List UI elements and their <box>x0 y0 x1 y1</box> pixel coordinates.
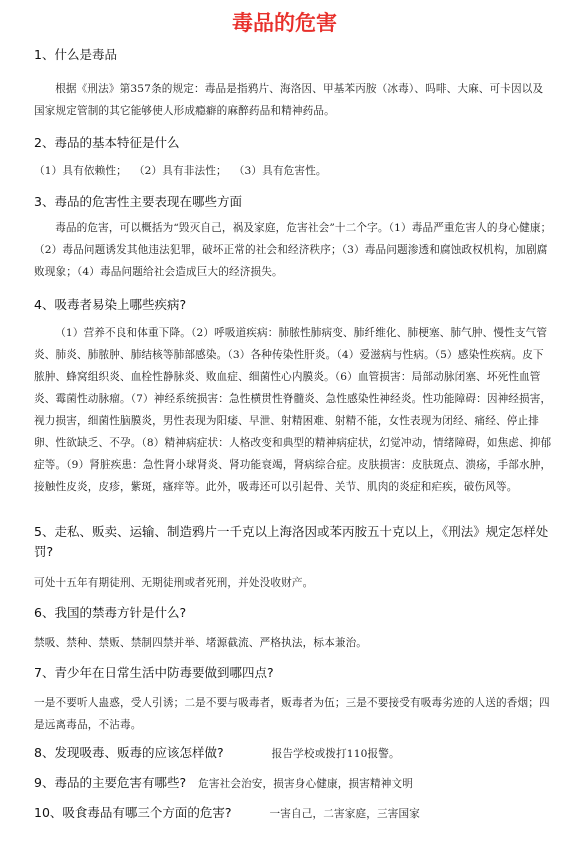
section-5-body: 可处十五年有期徒刑、无期徒刑或者死刑，并处没收财产。 <box>34 577 314 589</box>
section-1-heading: 1、什么是毒品 <box>34 47 117 62</box>
section-3-body: 毒品的危害，可以概括为“毁灭自己，祸及家庭，危害社会”十二个字。（1）毒品严重危害人的身心健康；（2）毒品问题诱发其他违法犯罪，破坏正常的社会和经济秩序；（3）毒品问题渗透和腐蚀政权机构，加剧腐败现象；（4）毒品问题给社会造成巨大的经济损失。 <box>34 222 552 278</box>
section-6-body: 禁吸、禁种、禁贩、禁制四禁并举、堵源截流、严格执法，标本兼治。 <box>34 637 368 649</box>
section-4-heading: 4、吸毒者易染上哪些疾病? <box>34 297 187 312</box>
section-4-body: （1）营养不良和体重下降。（2）呼吸道疾病：肺脓性肺病变、肺纤维化、肺梗塞、肺气肿、慢性支气管炎、肺炎、肺脓肿、肺结核等肺部感染。（3）各种传染性肝炎。（4）爱滋病与性病。（5）感染性疾病。皮下脓肿、蜂窝组织炎、血栓性静脉炎、败血症、细菌性心内膜炎。（6）血管损害：局部动脉闭塞、坏死性血管炎、霉菌性动脉瘤。（7）神经系统损害：急性横贯性脊髓炎、急性感染性神经炎。性功能障碍：因神经损害，视力损害，细菌性脑膜炎，男性表现为阳痿、早泄、射精困难、射精不能，女性表现为闭经、痛经、停止排卵、性欲缺乏、不孕。（8）精神病症状：人格改变和典型的精神病症状，幻觉冲动，情绪障碍，如焦虑、抑郁症等。（9）肾脏疾患：急性肾小球肾炎、肾功能衰竭，肾病综合症。皮肤损害：皮肤斑点、溃疡，手部水肿，接触性皮炎，皮疹，紫斑，瘙痒等。此外，吸毒还可以引起骨、关节、肌肉的炎症和疟疾，破伤风等。 <box>34 327 552 493</box>
section-10-body: 一害自己，二害家庭，三害国家 <box>269 808 420 820</box>
document-title: 毒品的危害 <box>232 11 337 35</box>
section-2-body: （1）具有依赖性； （2）具有非法性； （3）具有危害性。 <box>34 165 327 177</box>
section-1 <box>34 46 554 122</box>
section-5 <box>34 522 554 594</box>
section-7-heading: 7、青少年在日常生活中防毒要做到哪四点? <box>34 665 274 680</box>
section-8-heading: 8、发现吸毒、贩毒的应该怎样做? <box>34 745 224 760</box>
section-2 <box>34 134 554 182</box>
section-7 <box>34 664 554 736</box>
section-9-body: 危害社会治安，损害身心健康，损害精神文明 <box>198 778 413 790</box>
section-9 <box>34 774 554 793</box>
section-4 <box>34 296 554 498</box>
section-9-heading: 9、毒品的主要危害有哪些? <box>34 775 187 790</box>
section-8 <box>34 744 554 763</box>
section-10 <box>34 804 554 823</box>
section-3-heading: 3、毒品的危害性主要表现在哪些方面 <box>34 194 242 209</box>
section-1-body: 根据《刑法》第357条的规定：毒品是指鸦片、海洛因、甲基苯丙胺（冰毒）、吗啡、大麻、可卡因以及国家规定管制的其它能够使人形成瘾癖的麻醉药品和精神药品。 <box>34 83 544 117</box>
section-7-body: 一是不要听人蛊惑，受人引诱；二是不要与吸毒者，贩毒者为伍；三是不要接受有吸毒劣迹的人送的香烟；四是远离毒品，不沾毒。 <box>34 697 550 731</box>
section-8-body: 报告学校或拨打110报警。 <box>271 748 400 760</box>
section-10-heading: 10、吸食毒品有哪三个方面的危害? <box>34 805 232 820</box>
section-2-heading: 2、毒品的基本特征是什么 <box>34 135 180 150</box>
section-5-heading: 5、走私、贩卖、运输、制造鸦片一千克以上海洛因或苯丙胺五十克以上，《刑法》规定怎样处罚? <box>34 524 549 559</box>
section-6-heading: 6、我国的禁毒方针是什么? <box>34 605 187 620</box>
section-3 <box>34 193 554 283</box>
section-6 <box>34 604 554 654</box>
